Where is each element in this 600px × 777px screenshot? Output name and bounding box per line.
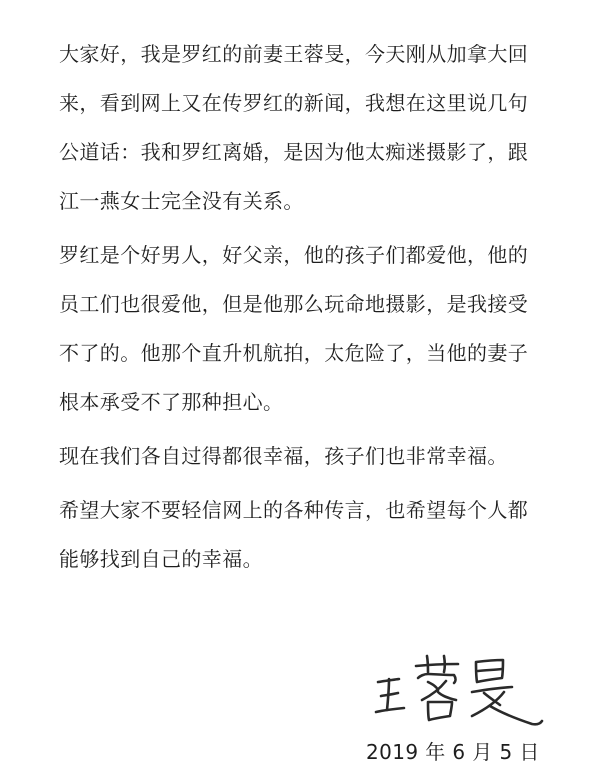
letter-line: 不了的。他那个直升机航拍，太危险了，当他的妻子 bbox=[59, 341, 529, 365]
letter-date: 2019 年 6 月 5 日 bbox=[366, 740, 540, 764]
handwritten-signature bbox=[372, 648, 552, 734]
letter-line: 罗红是个好男人，好父亲，他的孩子们都爱他，他的 bbox=[59, 243, 529, 267]
letter-line: 大家好，我是罗红的前妻王蓉旻，今天刚从加拿大回 bbox=[59, 42, 529, 66]
letter-line: 江一燕女士完全没有关系。 bbox=[59, 189, 304, 213]
letter-line: 公道话：我和罗红离婚，是因为他太痴迷摄影了，跟 bbox=[59, 140, 529, 164]
letter-line: 能够找到自己的幸福。 bbox=[59, 547, 263, 571]
letter-line: 现在我们各自过得都很幸福，孩子们也非常幸福。 bbox=[59, 444, 508, 468]
letter-line: 根本承受不了那种担心。 bbox=[59, 390, 284, 414]
letter-line: 员工们也很爱他，但是他那么玩命地摄影，是我接受 bbox=[59, 292, 529, 316]
letter-line: 来，看到网上又在传罗红的新闻，我想在这里说几句 bbox=[59, 91, 529, 115]
letter-line: 希望大家不要轻信网上的各种传言，也希望每个人都 bbox=[59, 498, 529, 522]
